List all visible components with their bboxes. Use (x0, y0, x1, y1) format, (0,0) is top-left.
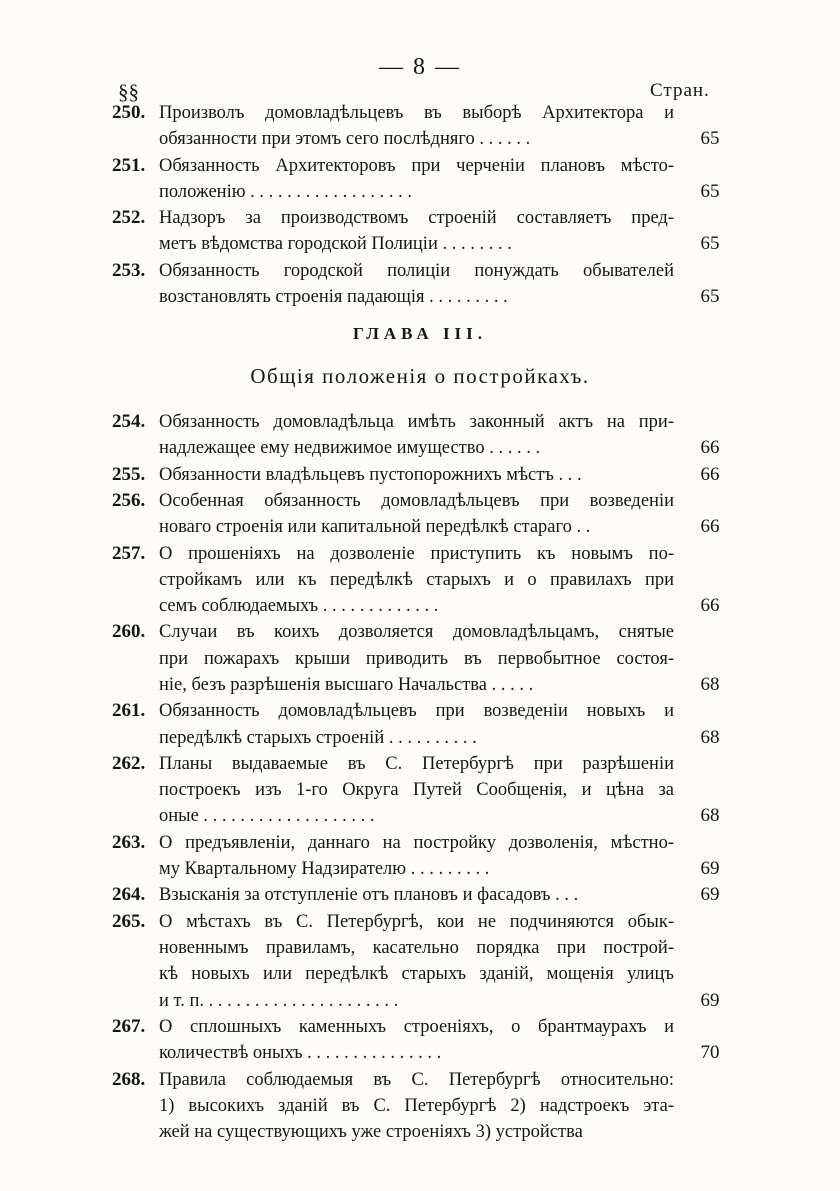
entry-text-line: Планы выдаваемые въ С. Петербургѣ при разрѣшеніи (159, 753, 674, 774)
entry-text-line: О мѣстахъ въ С. Петербургѣ, кои не подчиняются обык- (159, 911, 674, 932)
entry-text-line: Обязанность Архитекторовъ при черченіи плановъ мѣсто- (159, 155, 674, 176)
entry-number: 261. (112, 700, 146, 722)
entry-text-line: положенію . . . . . . . . . . . . . . . . . . (159, 181, 413, 202)
entry-text-line: Обязанность городской полиціи понуждать обывателей (159, 260, 674, 281)
entry-text-line: Особенная обязанность домовладѣльцевъ при возведеніи (159, 490, 674, 511)
entry-text-line: новаго строенія или капитальной передѣлкѣ стараго . . (159, 517, 591, 538)
entry-page-ref: 69 (700, 989, 720, 1011)
entry-text-line: передѣлкѣ старыхъ строеній . . . . . . . . . . (159, 727, 477, 748)
entry-text-line: Обязанность домовладѣльцевъ при возведеніи новыхъ и (159, 701, 674, 722)
entry-number: 264. (112, 884, 146, 906)
entry-page-ref: 66 (700, 595, 720, 617)
entry-page-ref: 66 (700, 437, 720, 459)
entry-page-ref: 68 (700, 726, 720, 748)
entry-number: 262. (112, 752, 146, 774)
entry-page-ref: 69 (700, 858, 720, 880)
section-title: Общія положенія о постройкахъ. (250, 364, 590, 388)
entry-page-ref: 66 (700, 463, 720, 485)
entry-number: 250. (112, 102, 146, 123)
entry-page-ref: 68 (700, 673, 720, 695)
entry-page-ref: 70 (700, 1042, 720, 1064)
entry-text-line: обязанности при этомъ сего послѣдняго . . . . . . (159, 129, 531, 150)
entry-page-ref: 69 (700, 884, 720, 906)
entry-text-line: Обязанность домовладѣльца имѣть законный актъ на при- (159, 412, 674, 432)
entry-number: 265. (112, 910, 146, 932)
entry-text-line: О прошеніяхъ на дозволеніе приступить къ новымъ по- (159, 543, 674, 564)
entry-number: 251. (112, 154, 146, 176)
entry-text-line: 1) высокихъ зданій въ С. Петербургѣ 2) надстроекъ эта- (159, 1095, 674, 1116)
entry-text-line: му Квартальному Надзирателю . . . . . . . . . (159, 859, 490, 880)
entry-text-line: кѣ новыхъ или передѣлкѣ старыхъ зданій, мощенія улицъ (159, 964, 674, 985)
entry-text-line: возстановлять строенія падающія . . . . . . . . . (159, 287, 508, 308)
entry-text-line: Надзоръ за производствомъ строеній составляетъ пред- (159, 208, 674, 229)
entry-text-line: надлежащее ему недвижимое имущество . . . . . . (159, 438, 541, 459)
entry-text-line: Правила соблюдаемыя въ С. Петербургѣ относительно: (159, 1069, 674, 1090)
entry-number: 252. (112, 207, 146, 229)
entry-text-line: количествѣ оныхъ . . . . . . . . . . . . . . . (159, 1043, 442, 1064)
entry-page-ref: 66 (700, 516, 720, 538)
entry-number: 267. (112, 1015, 146, 1037)
entry-text-line: Произволъ домовладѣльцевъ въ выборѣ Архитектора и (159, 103, 674, 123)
entry-page-ref: 68 (700, 805, 720, 827)
entry-text-line: и т. п. . . . . . . . . . . . . . . . . . . . . . (159, 990, 399, 1011)
entry-text-line: Случаи въ коихъ дозволяется домовладѣльцамъ, снятые (159, 622, 674, 643)
entry-text-line: при пожарахъ крыши приводить въ первобытное состоя- (159, 648, 674, 669)
entry-text-line: Взысканія за отступленіе отъ плановъ и фасадовъ . . . (159, 885, 579, 906)
entry-text-line: Обязанности владѣльцевъ пустопорожнихъ мѣстъ . . . (159, 464, 582, 485)
entry-number: 260. (112, 621, 146, 643)
page-column-header: Стран. (650, 80, 710, 101)
entry-page-ref: 65 (700, 286, 720, 308)
section-sign-header: §§ (118, 80, 139, 104)
entry-page-ref: 65 (700, 233, 720, 255)
entry-text-line: семъ соблюдаемыхъ . . . . . . . . . . . . . (159, 596, 439, 617)
entry-text-line: метъ вѣдомства городской Полиціи . . . . . . . . (159, 234, 512, 255)
entry-number: 255. (112, 463, 146, 485)
entry-text-line: жей на существующихъ уже строеніяхъ 3) устройства (159, 1122, 583, 1143)
entry-text-line: оные . . . . . . . . . . . . . . . . . . . (159, 806, 375, 827)
entry-text-line: О предъявленіи, даннаго на постройку дозволенія, мѣстно- (159, 832, 674, 853)
entry-number: 257. (112, 542, 146, 564)
page-number: — 8 — (379, 54, 461, 80)
entry-page-ref: 65 (700, 128, 720, 150)
entry-text-line: новеннымъ правиламъ, касательно порядка при построй- (159, 937, 674, 958)
entry-number: 268. (112, 1068, 146, 1090)
entry-text-line: стройкамъ или къ передѣлкѣ старыхъ и о правилахъ при (159, 569, 674, 590)
chapter-heading: ГЛАВА III. (352, 324, 488, 343)
entry-number: 253. (112, 259, 146, 281)
entry-number: 263. (112, 831, 146, 853)
entry-text-line: ніе, безъ разрѣшенія высшаго Начальства . . . . . (159, 674, 534, 695)
entry-number: 254. (112, 411, 146, 432)
entry-page-ref: 65 (700, 180, 720, 202)
entry-text-line: построекъ изъ 1-го Округа Путей Сообщенія, и цѣна за (159, 780, 674, 801)
entry-text-line: О сплошныхъ каменныхъ строеніяхъ, о брантмаурахъ и (159, 1016, 674, 1037)
entry-number: 256. (112, 489, 146, 511)
